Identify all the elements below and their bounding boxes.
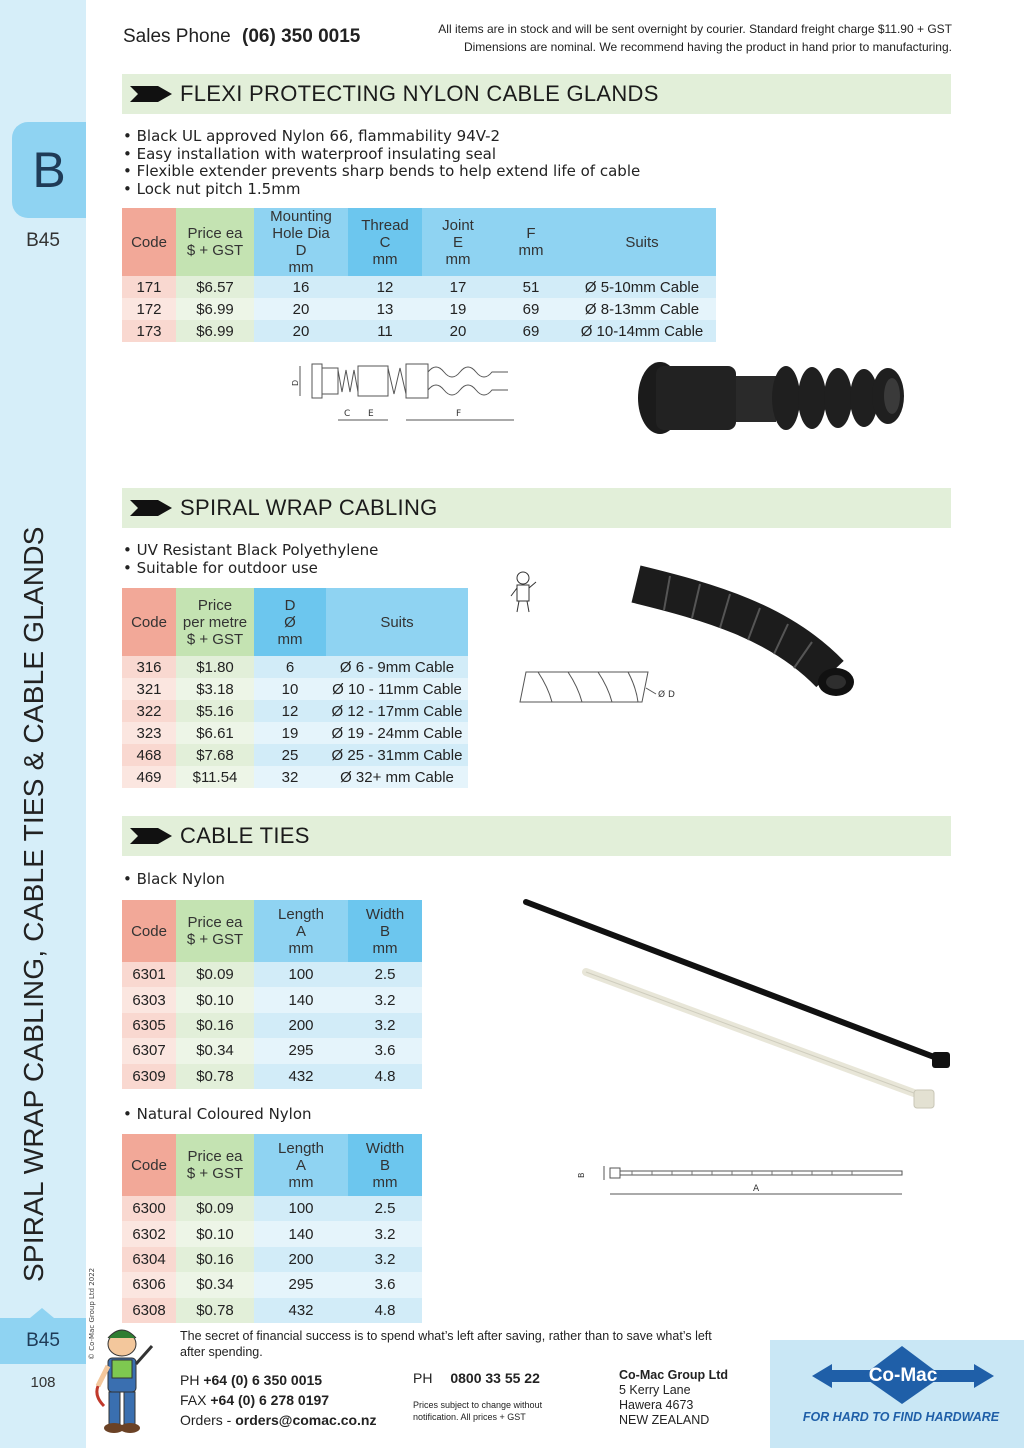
table-cell: 69 — [494, 298, 568, 320]
table-cell: 316 — [122, 656, 176, 678]
column-header: Length A mm — [254, 1134, 348, 1196]
table-cell: $7.68 — [176, 744, 254, 766]
bullet-list-ties-natural — [123, 1106, 312, 1124]
table-cell: $0.16 — [176, 1247, 254, 1272]
table-row — [122, 1038, 422, 1063]
bullet-item: • Natural Coloured Nylon — [123, 1106, 312, 1124]
table-cell: 322 — [122, 700, 176, 722]
ph-label: PH — [180, 1372, 200, 1388]
tagline: FOR HARD TO FIND HARDWARE — [802, 1410, 1000, 1424]
gland-dimension-diagram — [288, 356, 518, 430]
column-header: Mounting Hole Dia D mm — [254, 208, 348, 276]
table-cell: 3.2 — [348, 1221, 422, 1246]
spiral-dimension-diagram — [518, 668, 688, 708]
table-row — [122, 1196, 422, 1221]
table-cell: 20 — [254, 298, 348, 320]
column-header: F mm — [494, 208, 568, 276]
table-cell: 3.6 — [348, 1038, 422, 1063]
bullet-list-spiral — [123, 542, 378, 577]
column-header: Suits — [568, 208, 716, 276]
table-cell: Ø 12 - 17mm Cable — [326, 700, 468, 722]
table-cell: $0.09 — [176, 1196, 254, 1221]
table-cell: 295 — [254, 1038, 348, 1063]
table-header-row — [122, 588, 468, 656]
table-cell: Ø 10 - 11mm Cable — [326, 678, 468, 700]
bullet-item: • Black UL approved Nylon 66, flammability 94V-2 — [123, 128, 640, 146]
table-header-row — [122, 208, 716, 276]
column-header: Price ea $ + GST — [176, 1134, 254, 1196]
table-cell: $0.34 — [176, 1272, 254, 1297]
table-row — [122, 766, 468, 788]
table-cell: 171 — [122, 276, 176, 298]
table-cell: 4.8 — [348, 1298, 422, 1323]
table-cell: $11.54 — [176, 766, 254, 788]
table-cell: $1.80 — [176, 656, 254, 678]
section-title-glands: FLEXI PROTECTING NYLON CABLE GLANDS — [180, 81, 659, 106]
table-cell: 295 — [254, 1272, 348, 1297]
column-header: Code — [122, 900, 176, 962]
table-cell: 6303 — [122, 987, 176, 1012]
header-note-line2: Dimensions are nominal. We recommend having the product in hand prior to manufacturing. — [463, 40, 952, 54]
table-cell: 100 — [254, 962, 348, 987]
table-row — [122, 1064, 422, 1089]
section-bar-glands — [122, 74, 951, 114]
header-note-line1: All items are in stock and will be sent overnight by courier. Standard freight charge $11.90 + GST — [438, 22, 952, 36]
bullet-list-glands — [123, 128, 640, 198]
table-cell: Ø 25 - 31mm Cable — [326, 744, 468, 766]
column-header: Code — [122, 588, 176, 656]
table-row — [122, 1247, 422, 1272]
spiral-table — [122, 588, 468, 788]
dim-label-a: A — [753, 1184, 760, 1194]
table-row — [122, 962, 422, 987]
table-cell: 25 — [254, 744, 326, 766]
table-cell: Ø 5-10mm Cable — [568, 276, 716, 298]
section-bar-ties — [122, 816, 951, 856]
table-cell: 6305 — [122, 1013, 176, 1038]
table-cell: 20 — [422, 320, 494, 342]
table-cell: 6307 — [122, 1038, 176, 1063]
table-cell: $0.16 — [176, 1013, 254, 1038]
column-header: Code — [122, 208, 176, 276]
chevron-arrow-icon — [128, 74, 176, 114]
table-cell: 19 — [254, 722, 326, 744]
fax-number: +64 (0) 6 278 0197 — [210, 1392, 330, 1408]
table-cell: $0.10 — [176, 987, 254, 1012]
table-cell: 12 — [348, 276, 422, 298]
table-cell: $6.99 — [176, 298, 254, 320]
table-cell: $3.18 — [176, 678, 254, 700]
table-cell: 323 — [122, 722, 176, 744]
table-cell: Ø 8-13mm Cable — [568, 298, 716, 320]
table-cell: Ø 32+ mm Cable — [326, 766, 468, 788]
page-code-top: B45 — [26, 230, 60, 251]
table-cell: 6302 — [122, 1221, 176, 1246]
table-header-row — [122, 1134, 422, 1196]
dim-label-f: F — [456, 409, 462, 419]
table-cell: Ø 6 - 9mm Cable — [326, 656, 468, 678]
section-tab-letter[interactable]: B — [12, 122, 86, 218]
dim-label-od: Ø D — [658, 690, 675, 700]
bullet-item: • Flexible extender prevents sharp bends to help extend life of cable — [123, 163, 640, 181]
table-row — [122, 1272, 422, 1297]
bullet-list-ties-black — [123, 871, 225, 889]
table-cell: 6301 — [122, 962, 176, 987]
bullet-item: • UV Resistant Black Polyethylene — [123, 542, 378, 560]
bullet-item: • Suitable for outdoor use — [123, 560, 378, 578]
table-cell: 469 — [122, 766, 176, 788]
dim-label-e: E — [368, 409, 374, 419]
table-row — [122, 678, 468, 700]
table-cell: 69 — [494, 320, 568, 342]
table-row — [122, 700, 468, 722]
fax-label: FAX — [180, 1392, 207, 1408]
table-cell: 2.5 — [348, 1196, 422, 1221]
table-row — [122, 320, 716, 342]
orders-email[interactable]: orders@comac.co.nz — [235, 1412, 377, 1428]
cable-ties-black-table — [122, 900, 422, 1089]
table-cell: 6308 — [122, 1298, 176, 1323]
column-header: Price per metre $ + GST — [176, 588, 254, 656]
table-cell: 51 — [494, 276, 568, 298]
comac-logo[interactable] — [810, 1344, 996, 1406]
bullet-item: • Easy installation with waterproof insulating seal — [123, 146, 640, 164]
table-cell: 321 — [122, 678, 176, 700]
column-header: Width B mm — [348, 900, 422, 962]
mascot-icon — [92, 1326, 160, 1438]
table-cell: 10 — [254, 678, 326, 700]
section-title-ties: CABLE TIES — [180, 823, 310, 848]
dim-label-b: B — [577, 1172, 586, 1178]
table-cell: $6.57 — [176, 276, 254, 298]
cable-ties-photo — [522, 896, 958, 1116]
logo-text: Co-Mac — [868, 1365, 938, 1386]
footer-quote: The secret of financial success is to spend what’s left after saving, rather than to save what’s left after spending. — [180, 1329, 712, 1359]
address-line: 5 Kerry Lane — [619, 1383, 691, 1397]
ph-number[interactable]: +64 (0) 6 350 0015 — [203, 1372, 323, 1388]
table-cell: 3.6 — [348, 1272, 422, 1297]
table-row — [122, 1221, 422, 1246]
table-header-row — [122, 900, 422, 962]
table-row — [122, 276, 716, 298]
table-cell: 172 — [122, 298, 176, 320]
table-cell: 100 — [254, 1196, 348, 1221]
table-cell: 140 — [254, 1221, 348, 1246]
dim-label-c: C — [344, 409, 351, 419]
column-header: D Ø mm — [254, 588, 326, 656]
column-header: Code — [122, 1134, 176, 1196]
address-line: NEW ZEALAND — [619, 1413, 710, 1427]
table-cell: $0.09 — [176, 962, 254, 987]
column-header: Length A mm — [254, 900, 348, 962]
cable-ties-natural-table — [122, 1134, 422, 1323]
table-cell: 173 — [122, 320, 176, 342]
table-cell: 16 — [254, 276, 348, 298]
company-address — [619, 1368, 728, 1428]
column-header: Price ea $ + GST — [176, 208, 254, 276]
table-row — [122, 298, 716, 320]
table-row — [122, 656, 468, 678]
glands-table — [122, 208, 716, 342]
table-cell: 20 — [254, 320, 348, 342]
table-cell: 3.2 — [348, 1013, 422, 1038]
table-cell: $0.78 — [176, 1298, 254, 1323]
chevron-arrow-icon — [128, 816, 176, 856]
section-bar-spiral — [122, 488, 951, 528]
table-row — [122, 722, 468, 744]
vertical-section-title: SPIRAL WRAP CABLING, CABLE TIES & CABLE GLANDS — [18, 526, 49, 1282]
table-cell: 4.8 — [348, 1064, 422, 1089]
cable-gland-photo — [636, 360, 908, 444]
sales-phone-label: Sales Phone — [123, 26, 231, 47]
table-cell: 432 — [254, 1298, 348, 1323]
table-cell: Ø 10-14mm Cable — [568, 320, 716, 342]
table-cell: 200 — [254, 1013, 348, 1038]
table-cell: 13 — [348, 298, 422, 320]
header-note — [438, 20, 952, 56]
copyright-note: © Co-Mac Group Ltd 2022 — [88, 1267, 96, 1360]
table-cell: 140 — [254, 987, 348, 1012]
table-cell: 6304 — [122, 1247, 176, 1272]
column-header: Suits — [326, 588, 468, 656]
dim-label-d: D — [291, 379, 300, 386]
column-header: Width B mm — [348, 1134, 422, 1196]
mascot-small-icon — [510, 570, 538, 614]
table-cell: 468 — [122, 744, 176, 766]
table-cell: $6.99 — [176, 320, 254, 342]
table-cell: $5.16 — [176, 700, 254, 722]
table-row — [122, 744, 468, 766]
table-cell: $6.61 — [176, 722, 254, 744]
table-cell: $0.10 — [176, 1221, 254, 1246]
cable-tie-dimension-diagram — [572, 1162, 908, 1202]
table-cell: 19 — [422, 298, 494, 320]
table-cell: 6 — [254, 656, 326, 678]
footer-contact — [180, 1370, 377, 1430]
sales-phone — [123, 26, 360, 48]
table-cell: Ø 19 - 24mm Cable — [326, 722, 468, 744]
page-code-bottom: B45 — [0, 1318, 86, 1364]
freephone — [413, 1370, 540, 1386]
table-cell: 6306 — [122, 1272, 176, 1297]
table-cell: 432 — [254, 1064, 348, 1089]
table-cell: 200 — [254, 1247, 348, 1272]
table-cell: 2.5 — [348, 962, 422, 987]
column-header: Thread C mm — [348, 208, 422, 276]
bullet-item: • Black Nylon — [123, 871, 225, 889]
bullet-item: • Lock nut pitch 1.5mm — [123, 181, 640, 199]
page-number: 108 — [30, 1374, 56, 1391]
orders-label: Orders - — [180, 1412, 232, 1428]
table-cell: $0.78 — [176, 1064, 254, 1089]
table-row — [122, 1298, 422, 1323]
price-note: Prices subject to change without notification. All prices + GST — [413, 1400, 543, 1422]
chevron-arrow-icon — [128, 488, 176, 528]
column-header: Price ea $ + GST — [176, 900, 254, 962]
section-title-spiral: SPIRAL WRAP CABLING — [180, 495, 438, 520]
ph2-label: PH — [413, 1370, 433, 1386]
table-cell: 3.2 — [348, 987, 422, 1012]
table-cell: 17 — [422, 276, 494, 298]
ph2-number[interactable]: 0800 33 55 22 — [450, 1370, 540, 1386]
table-cell: 6309 — [122, 1064, 176, 1089]
table-cell: 11 — [348, 320, 422, 342]
table-cell: 6300 — [122, 1196, 176, 1221]
table-cell: 3.2 — [348, 1247, 422, 1272]
sales-phone-number[interactable]: (06) 350 0015 — [242, 26, 361, 47]
table-cell: $0.34 — [176, 1038, 254, 1063]
address-line: Hawera 4673 — [619, 1398, 694, 1412]
company-name: Co-Mac Group Ltd — [619, 1368, 729, 1382]
column-header: Joint E mm — [422, 208, 494, 276]
table-row — [122, 1013, 422, 1038]
table-row — [122, 987, 422, 1012]
table-cell: 32 — [254, 766, 326, 788]
table-cell: 12 — [254, 700, 326, 722]
